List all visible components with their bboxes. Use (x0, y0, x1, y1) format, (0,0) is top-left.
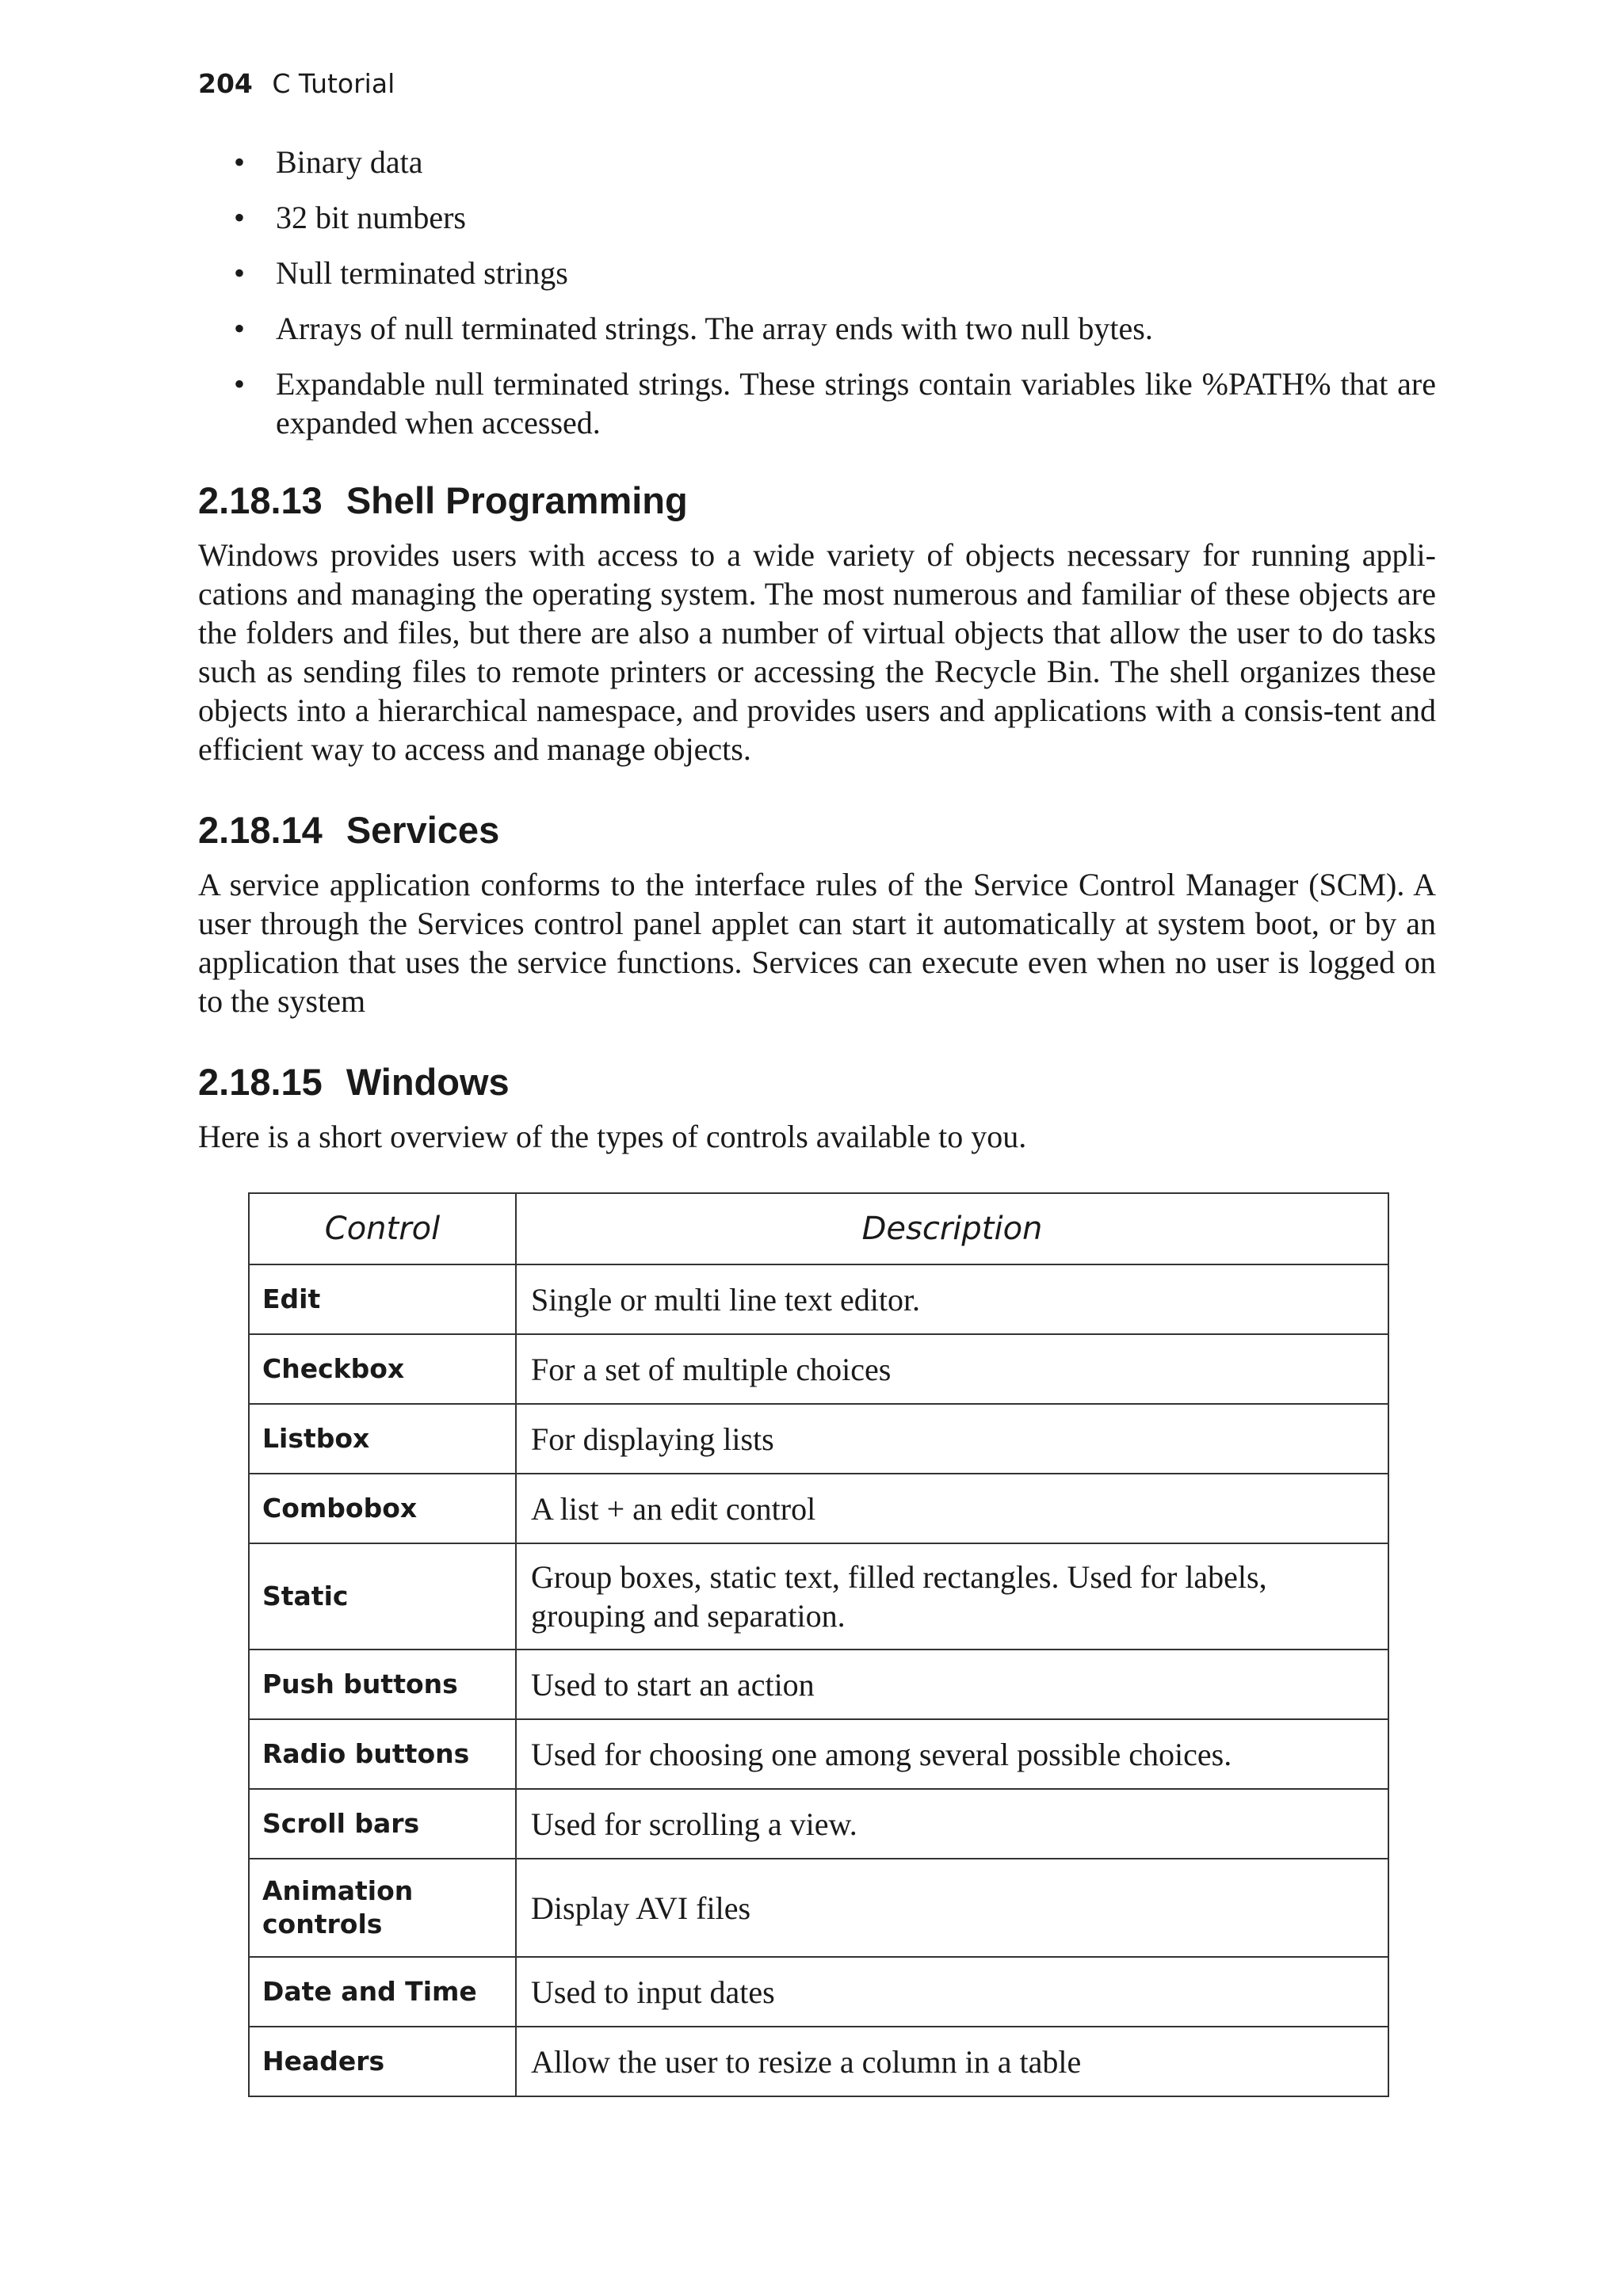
description-cell: A list + an edit control (516, 1474, 1388, 1543)
description-cell: Group boxes, static text, filled rectangles. Used for labels, grouping and separation. (516, 1543, 1388, 1650)
table-row (249, 1334, 1388, 1404)
column-header-control: Control (249, 1193, 516, 1264)
control-name-cell: Push buttons (249, 1650, 516, 1719)
control-name-cell: Checkbox (249, 1334, 516, 1404)
description-cell: For a set of multiple choices (516, 1334, 1388, 1404)
list-item-text: Arrays of null terminated strings. The array ends with two null bytes. (276, 311, 1153, 346)
control-name-cell: Scroll bars (249, 1789, 516, 1859)
description-cell: Single or multi line text editor. (516, 1264, 1388, 1334)
table-row (249, 1719, 1388, 1789)
table-row (249, 1264, 1388, 1334)
list-item-text: Binary data (276, 144, 423, 180)
list-item (198, 309, 1436, 348)
bullet-icon: • (234, 144, 246, 180)
section-body-services: A service application conforms to the interface rules of the Service Control Manager (SCM). A user through the Services control panel applet can start it automatically at system boot, or by an application that uses the service functions. Services can execute even when no user is logged on to the system (198, 867, 1436, 1019)
control-name-cell: Headers (249, 2027, 516, 2096)
page-header (198, 68, 395, 100)
bullet-icon: • (234, 255, 246, 291)
list-item (198, 364, 1436, 442)
description-cell: Used to input dates (516, 1957, 1388, 2027)
description-cell: Used for scrolling a view. (516, 1789, 1388, 1859)
table-row (249, 1859, 1388, 1957)
table-row (249, 1474, 1388, 1543)
list-item (198, 254, 1436, 292)
description-cell: Used to start an action (516, 1650, 1388, 1719)
control-name-cell: Animation controls (249, 1859, 516, 1957)
column-header-description: Description (516, 1193, 1388, 1264)
table-row (249, 1543, 1388, 1650)
control-name-cell: Static (249, 1543, 516, 1650)
list-item (198, 143, 1436, 181)
section-body-shell-programming: Windows provides users with access to a wide variety of objects necessary for running appli-cations and managing the operating system. The most numerous and familiar of these objects are the folders and files, but there are also a number of virtual objects that allow the user to do tasks such as sending files to remote printers or accessing the Recycle Bin. The shell organizes these objects into a hierarchical namespace, and provides users and applications with a consis-tent and efficient way to access and manage objects. (198, 537, 1436, 767)
section-heading-windows (198, 1060, 1436, 1104)
control-name-cell: Date and Time (249, 1957, 516, 2027)
section-body-windows: Here is a short overview of the types of controls available to you. (198, 1119, 1027, 1154)
table-row (249, 1650, 1388, 1719)
bullet-icon: • (234, 366, 246, 402)
section-number: 2.18.14 (198, 809, 323, 851)
section-heading-shell-programming (198, 479, 1436, 523)
control-name-cell: Edit (249, 1264, 516, 1334)
running-title: C Tutorial (272, 68, 395, 99)
section-title: Windows (346, 1061, 510, 1103)
page-content (198, 143, 1436, 2097)
table-header-row (249, 1193, 1388, 1264)
bullet-icon: • (234, 311, 246, 346)
page-number: 204 (198, 68, 253, 99)
list-item-text: Expandable null terminated strings. These strings contain variables like %PATH% that are expanded when accessed. (276, 366, 1436, 441)
description-cell: Allow the user to resize a column in a table (516, 2027, 1388, 2096)
list-item-text: Null terminated strings (276, 255, 568, 291)
table-row (249, 2027, 1388, 2096)
description-cell: Used for choosing one among several possible choices. (516, 1719, 1388, 1789)
list-item-text: 32 bit numbers (276, 200, 466, 235)
control-name-cell: Listbox (249, 1404, 516, 1474)
section-heading-services (198, 808, 1436, 852)
section-number: 2.18.15 (198, 1061, 323, 1103)
control-name-cell: Radio buttons (249, 1719, 516, 1789)
section-title: Shell Programming (346, 479, 688, 521)
section-title: Services (346, 809, 500, 851)
control-name-cell: Combobox (249, 1474, 516, 1543)
list-item (198, 198, 1436, 237)
bullet-icon: • (234, 200, 246, 235)
table-row (249, 1789, 1388, 1859)
bullet-list (198, 143, 1436, 442)
controls-table (248, 1192, 1389, 2097)
description-cell: Display AVI files (516, 1859, 1388, 1957)
section-number: 2.18.13 (198, 479, 323, 521)
table-row (249, 1404, 1388, 1474)
table-row (249, 1957, 1388, 2027)
description-cell: For displaying lists (516, 1404, 1388, 1474)
